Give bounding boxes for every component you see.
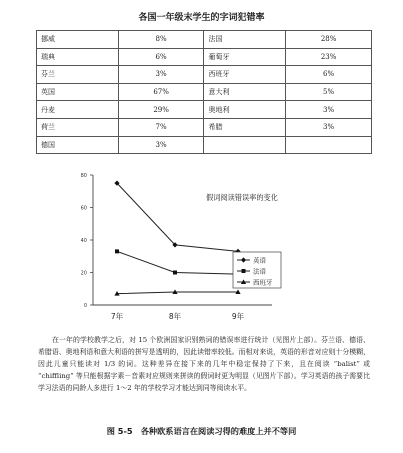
table-row xyxy=(37,136,372,154)
series-line-3 xyxy=(117,292,238,294)
right-rate-cell: 6% xyxy=(286,66,372,84)
left-rate-cell: 6% xyxy=(118,48,204,66)
y-tick-label: 40 xyxy=(80,238,87,244)
table-row xyxy=(37,48,372,66)
table-row xyxy=(37,118,372,136)
pseudoword-error-chart xyxy=(0,162,403,334)
table-row xyxy=(37,83,372,101)
data-point xyxy=(115,249,119,253)
left-rate-cell: 3% xyxy=(118,66,204,84)
left-country-cell: 德国 xyxy=(37,136,119,154)
body-paragraph: 在一年的学校教学之后，对 15 个欧洲国家识别熟词的错误率进行统计（见图片上部）。芬兰语、德语、希腊语、奥地利语和意大利语的拼写是透明的，因此读错率较低。而相对来说，英语的形音对应则十分模糊，因此儿童只能读对 1/3 的词。这种差异在接下来的几年中稳定保持了下来，且在阅读 “balist” 或 “chiffling” 等只能根据字素－音素对应规则来拼读的假词时更为明显（见图片下部）。学习英语的孩子需要比学习法语的同龄人多进行 1～2 年的学校学习才能达到同等阅读水平。 xyxy=(38,336,370,392)
right-rate-cell: 28% xyxy=(286,31,372,49)
y-tick-label: 60 xyxy=(80,205,87,212)
right-country-cell: 奥地利 xyxy=(204,101,286,119)
legend-label: 法语 xyxy=(253,267,266,276)
legend-label: 英语 xyxy=(253,256,266,265)
left-country-cell: 芬兰 xyxy=(37,66,119,84)
right-rate-cell: 5% xyxy=(286,83,372,101)
right-rate-cell: 3% xyxy=(286,118,372,136)
left-country-cell: 挪威 xyxy=(37,31,119,49)
x-tick-label: 8年 xyxy=(168,312,182,321)
series-line-2 xyxy=(117,251,238,274)
table-row xyxy=(37,31,372,49)
right-country-cell: 希腊 xyxy=(204,118,286,136)
chart-title: 假词阅读错误率的变化 xyxy=(206,193,278,202)
x-tick-label: 7年 xyxy=(110,312,124,321)
left-country-cell: 丹麦 xyxy=(37,101,119,119)
y-tick-label: 20 xyxy=(80,270,87,277)
right-rate-cell xyxy=(286,136,372,154)
left-country-cell: 英国 xyxy=(37,83,119,101)
data-point xyxy=(173,271,177,275)
chart-legend xyxy=(233,252,281,288)
right-country-cell: 西班牙 xyxy=(204,66,286,84)
right-country-cell: 意大利 xyxy=(204,83,286,101)
right-country-cell xyxy=(204,136,286,154)
left-country-cell: 荷兰 xyxy=(37,118,119,136)
right-rate-cell: 23% xyxy=(286,48,372,66)
y-tick-label: 80 xyxy=(80,173,87,179)
legend-marker xyxy=(242,269,246,273)
right-country-cell: 法国 xyxy=(204,31,286,49)
left-rate-cell: 67% xyxy=(118,83,204,101)
left-rate-cell: 29% xyxy=(118,101,204,119)
y-tick-label: 0 xyxy=(83,303,87,309)
table-row xyxy=(37,66,372,84)
left-rate-cell: 8% xyxy=(118,31,204,49)
right-country-cell: 葡萄牙 xyxy=(204,48,286,66)
right-rate-cell: 3% xyxy=(286,101,372,119)
left-rate-cell: 3% xyxy=(118,136,204,154)
table-title: 各国一年级末学生的字词犯错率 xyxy=(138,13,265,23)
left-rate-cell: 7% xyxy=(118,118,204,136)
figure-caption: 图 5-5 各种欧系语言在阅读习得的难度上并不等同 xyxy=(106,426,297,436)
legend-label: 西班牙 xyxy=(253,278,273,287)
left-country-cell: 瑞典 xyxy=(37,48,119,66)
table-row xyxy=(37,101,372,119)
error-rate-table xyxy=(36,30,372,154)
x-tick-label: 9年 xyxy=(231,312,245,321)
